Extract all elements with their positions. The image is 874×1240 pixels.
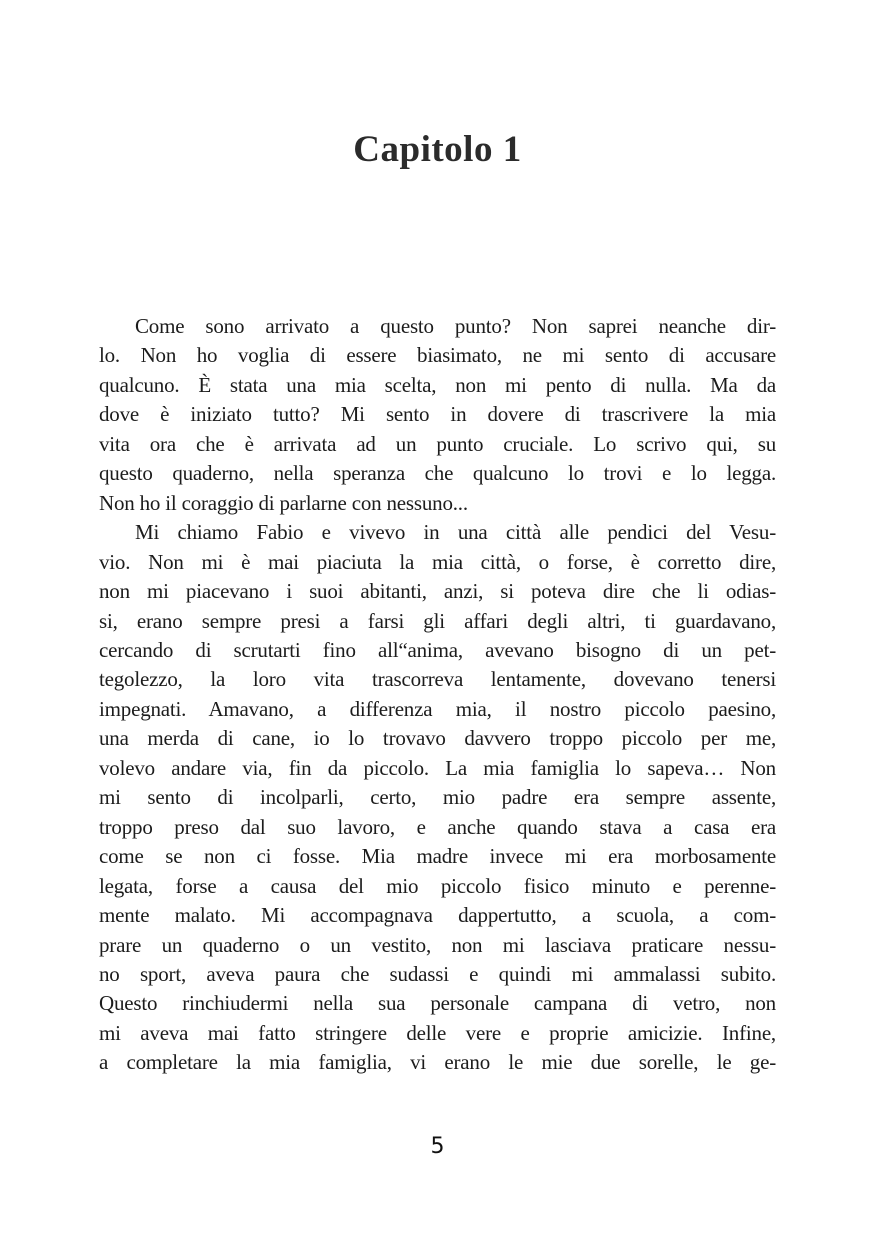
text-line: troppo preso dal suo lavoro, e anche quando stava a casa era <box>99 814 776 839</box>
text-line: Questo rinchiudermi nella sua personale campana di vetro, non <box>99 991 776 1016</box>
text-line: Non ho il coraggio di parlarne con nessuno... <box>99 490 468 515</box>
body-text-block <box>99 312 776 1078</box>
text-line: questo quaderno, nella speranza che qualcuno lo trovi e lo legga. <box>99 461 776 486</box>
text-line: legata, forse a causa del mio piccolo fisico minuto e perenne- <box>99 873 776 898</box>
page-number: 5 <box>430 1134 445 1159</box>
text-line: una merda di cane, io lo trovavo davvero troppo piccolo per me, <box>99 726 776 751</box>
text-line: vio. Non mi è mai piaciuta la mia città, o forse, è corretto dire, <box>99 549 776 574</box>
text-line: mi aveva mai fatto stringere delle vere e proprie amicizie. Infine, <box>99 1020 776 1045</box>
paragraph <box>99 518 776 1078</box>
text-line: no sport, aveva paura che sudassi e quindi mi ammalassi subito. <box>99 961 776 986</box>
text-line: qualcuno. È stata una mia scelta, non mi pento di nulla. Ma da <box>99 372 776 397</box>
text-line: a completare la mia famiglia, vi erano le mie due sorelle, le ge- <box>99 1050 776 1075</box>
paragraph <box>99 312 776 518</box>
text-line: prare un quaderno o un vestito, non mi lasciava praticare nessu- <box>99 932 776 957</box>
text-line: lo. Non ho voglia di essere biasimato, ne mi sento di accusare <box>99 343 776 368</box>
text-line: mi sento di incolparli, certo, mio padre era sempre assente, <box>99 785 776 810</box>
text-line: si, erano sempre presi a farsi gli affari degli altri, ti guardavano, <box>99 608 776 633</box>
text-line: non mi piacevano i suoi abitanti, anzi, si poteva dire che li odias- <box>99 579 776 604</box>
text-line: volevo andare via, fin da piccolo. La mia famiglia lo sapeva… Non <box>99 755 776 780</box>
text-line: vita ora che è arrivata ad un punto cruciale. Lo scrivo qui, su <box>99 431 776 456</box>
text-line: come se non ci fosse. Mia madre invece mi era morbosamente <box>99 844 776 869</box>
text-line: tegolezzo, la loro vita trascorreva lentamente, dovevano tenersi <box>99 667 776 692</box>
chapter-title: Capitolo 1 <box>353 129 522 170</box>
text-line: dove è iniziato tutto? Mi sento in dovere di trascrivere la mia <box>99 402 776 427</box>
text-line: Mi chiamo Fabio e vivevo in una città alle pendici del Vesu- <box>135 520 776 545</box>
text-line: impegnati. Amavano, a differenza mia, il nostro piccolo paesino, <box>99 696 776 721</box>
text-line: Come sono arrivato a questo punto? Non saprei neanche dir- <box>135 314 776 338</box>
text-line: mente malato. Mi accompagnava dappertutto, a scuola, a com- <box>99 903 776 928</box>
text-line: cercando di scrutarti fino all“anima, avevano bisogno di un pet- <box>99 637 776 662</box>
